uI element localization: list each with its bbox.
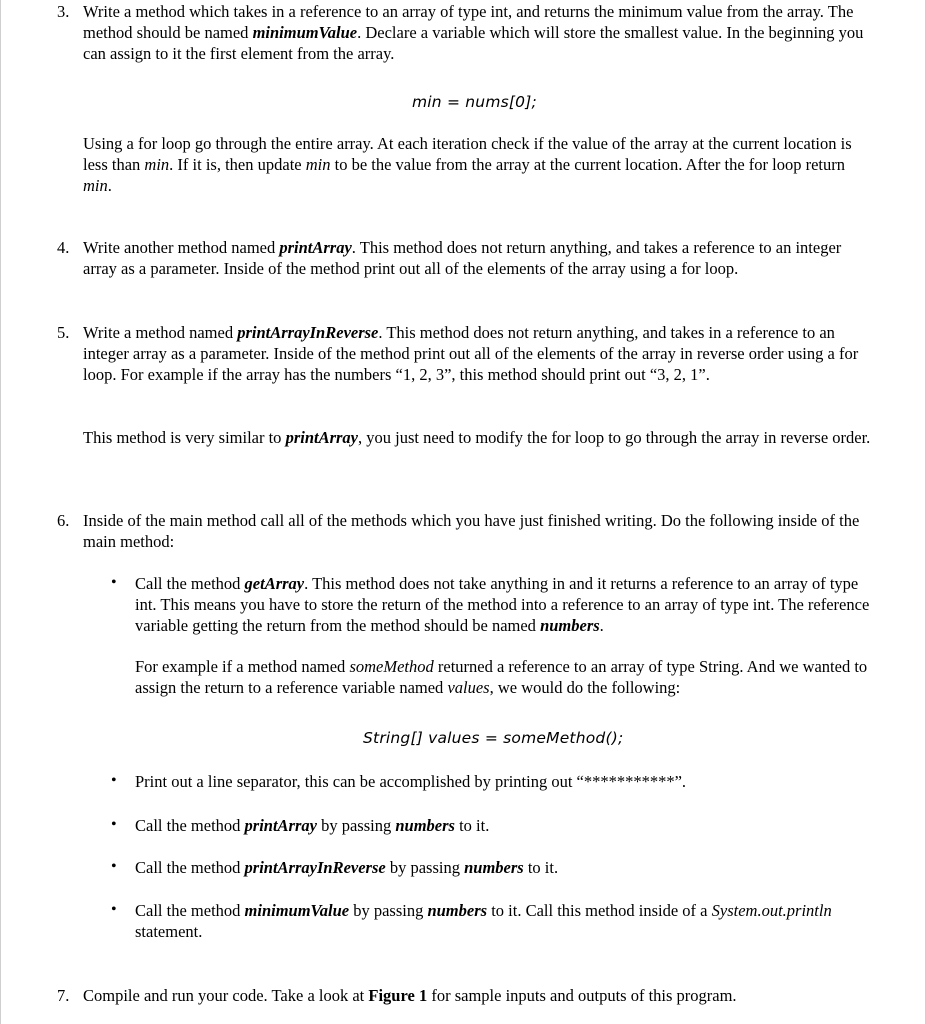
method-name: getArray	[244, 574, 305, 593]
bullet-icon: •	[111, 772, 117, 789]
variable-name: numbers	[427, 901, 488, 920]
method-name: minimumValue	[244, 901, 350, 920]
method-name: printArray	[244, 816, 317, 835]
item-5-paragraph-1: Write a method named printArrayInReverse. This method does not return anything, and takes in a reference to an integer array as a parameter. Inside of the method print out all of the elements of the array in reverse order using a for loop. For example if the array has the numbers “1, 2, 3”, this method should print out “3, 2, 1”.	[83, 323, 859, 384]
variable-name: numbers	[395, 816, 455, 835]
variable-name: numbers	[540, 615, 600, 635]
bullet-item-print-array: Call the method printArray by passing numbers to it.	[135, 816, 490, 835]
method-name: printArray	[285, 428, 358, 447]
bullet-item-print-reverse: Call the method printArrayInReverse by passing numbers to it.	[135, 858, 559, 877]
bullet-icon: •	[111, 816, 117, 833]
item-number: 4.	[57, 238, 70, 257]
item-number: 3.	[57, 2, 70, 21]
figure-reference: Figure 1	[368, 986, 428, 1005]
item-number: 7.	[57, 986, 70, 1005]
method-name: minimumValue	[252, 22, 358, 42]
method-name: printArray	[279, 238, 352, 257]
variable-name: numbers	[464, 858, 524, 877]
bullet-item-separator: Print out a line separator, this can be accomplished by printing out “***********”.	[135, 772, 687, 791]
method-name: printArrayInReverse	[237, 323, 379, 342]
item-number: 6.	[57, 511, 70, 530]
bullet-icon: •	[111, 901, 117, 918]
item-4-paragraph-1: Write another method named printArray. This method does not return anything, and takes a reference to an integer array as a parameter. Inside of the method print out all of the elements of the array using a for loop.	[83, 238, 842, 278]
bullet-icon: •	[111, 574, 117, 591]
item-6-paragraph-1: Inside of the main method call all of the methods which you have just finished writing. Do the following inside of the main method:	[83, 511, 860, 551]
item-number: 5.	[57, 323, 70, 342]
bullet-item-minimum-value: Call the method minimumValue by passing numbers to it. Call this method inside of a System.out.println statement.	[135, 901, 832, 941]
code-snippet: String[] values = someMethod();	[363, 729, 624, 747]
code-snippet: min = nums[0];	[412, 93, 537, 111]
bullet-icon: •	[111, 858, 117, 875]
item-5-paragraph-2: This method is very similar to printArray, you just need to modify the for loop to go through the array in reverse order.	[83, 428, 871, 447]
item-3-paragraph-1: Write a method which takes in a reference to an array of type int, and returns the minimum value from the array. The method should be named minimumValue. Declare a variable which will store the smallest value. In the beginning you can assign to it the first element from the array.	[83, 2, 864, 63]
item-7-paragraph-1: Compile and run your code. Take a look at Figure 1 for sample inputs and outputs of this program.	[83, 986, 737, 1005]
bullet-item-get-array: Call the method getArray. This method does not take anything in and it returns a reference to an array of type int. This means you have to store the return of the method into a reference to an array of type int. The reference variable getting the return from the method should be named numbers.	[135, 574, 870, 635]
item-3-paragraph-2: Using a for loop go through the entire array. At each iteration check if the value of the array at the current location is less than min. If it is, then update min to be the value from the array at the current location. After the for loop return min.	[83, 134, 852, 195]
method-name: printArrayInReverse	[244, 858, 386, 877]
example-paragraph: For example if a method named someMethod returned a reference to an array of type String. And we wanted to assign the return to a reference variable named values, we would do the following:	[135, 657, 868, 697]
